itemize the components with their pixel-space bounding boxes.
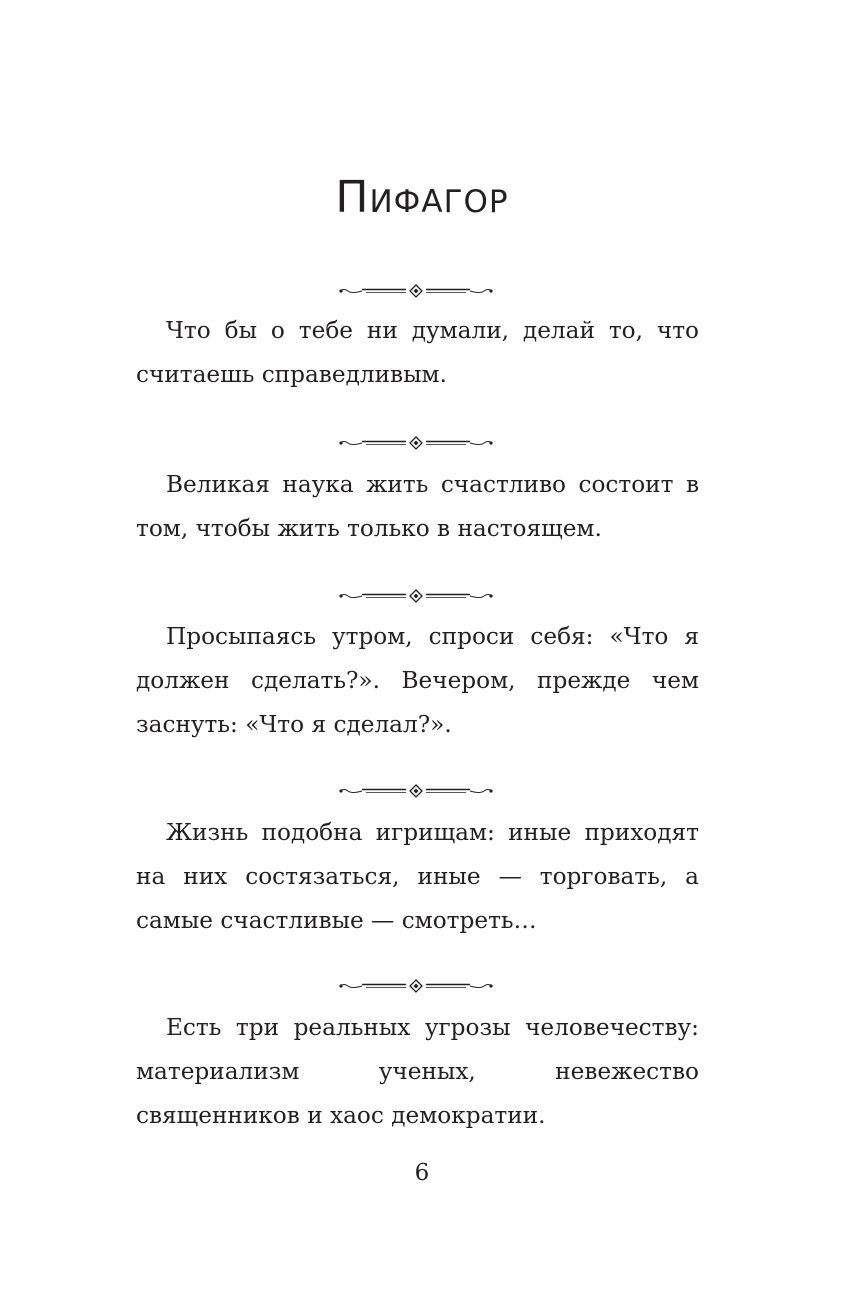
ornamental-divider-icon: [338, 284, 494, 298]
ornamental-divider-icon: [338, 784, 494, 798]
quote-3: Просыпаясь утром, спроси себя: «Что я должен сделать?». Вечером, прежде чем заснуть: «Что я сделал?».: [136, 623, 699, 738]
quote-4: Жизнь подобна игрищам: иные приходят на них состязаться, иные — торговать, а самые счастливые — смотреть…: [136, 819, 699, 934]
page-title: Пифагор: [335, 172, 509, 223]
page-number: 6: [414, 1160, 430, 1186]
ornamental-divider-icon: [338, 979, 494, 993]
quote-5: Есть три реальных угрозы человечеству: материализм ученых, невежество священников и хаос демократии.: [136, 1014, 699, 1129]
quote-2: Великая наука жить счастливо состоит в том, чтобы жить только в настоящем.: [136, 471, 699, 542]
quote-1: Что бы о тебе ни думали, делай то, что считаешь справедливым.: [136, 317, 699, 388]
ornamental-divider-icon: [338, 589, 494, 603]
ornamental-divider-icon: [338, 436, 494, 450]
